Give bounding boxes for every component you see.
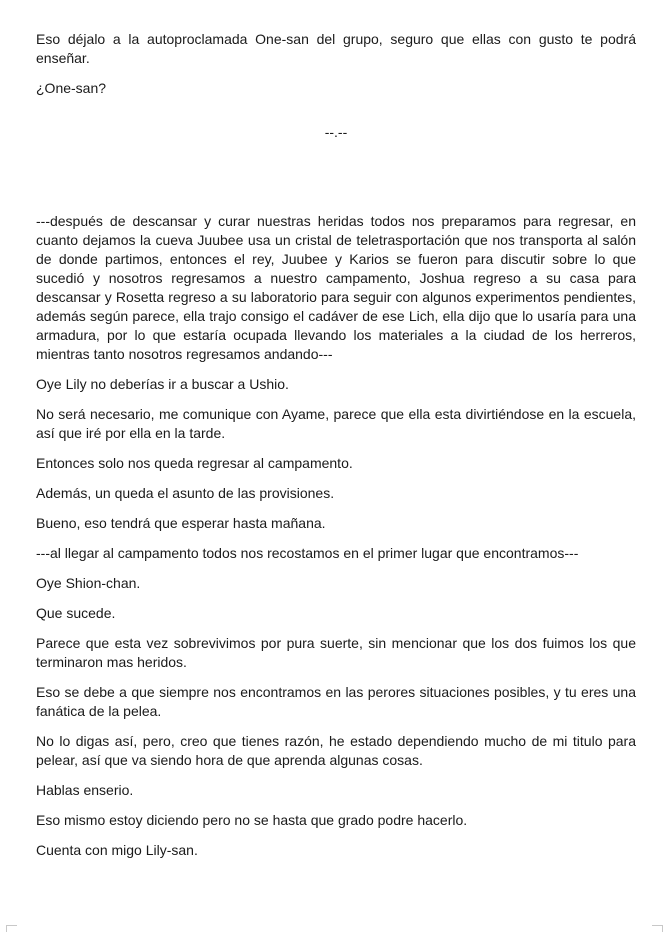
paragraph: Oye Lily no deberías ir a buscar a Ushio. xyxy=(36,376,289,392)
paragraph: Cuenta con migo Lily-san. xyxy=(36,842,198,858)
paragraph: Entonces solo nos queda regresar al campamento. xyxy=(36,455,353,471)
paragraph: ---al llegar al campamento todos nos recostamos en el primer lugar que encontramos--- xyxy=(36,545,579,561)
paragraph: Que sucede. xyxy=(36,605,116,621)
paragraph: Eso se debe a que siempre nos encontramos en las perores situaciones posibles, y tu eres una fanática de la pelea. xyxy=(36,684,636,719)
page-corner-mark-left xyxy=(6,925,17,932)
paragraph: ---después de descansar y curar nuestras heridas todos nos preparamos para regresar, en cuanto dejamos la cueva Juubee usa un cristal de teletrasportación que nos transporta al salón de donde partimos, entonces el rey, Juubee y Karios se fueron para discutir sobre lo que sucedió y nosotros regresamos a nuestro campamento, Joshua regreso a su casa para descansar y Rosetta regreso a su laboratorio para seguir con algunos experimentos pendientes, además según parece, ella trajo consigo el cadáver de ese Lich, ella dijo que lo usaría para una armadura, por lo que estaría ocupada llevando los materiales a la ciudad de los herreros, mientras tanto nosotros regresamos andando--- xyxy=(36,213,636,362)
paragraph: Eso mismo estoy diciendo pero no se hasta que grado podre hacerlo. xyxy=(36,812,468,828)
paragraph: Eso déjalo a la autoproclamada One-san del grupo, seguro que ellas con gusto te podrá enseñar. xyxy=(36,31,636,66)
section-separator: --.-- xyxy=(324,124,348,140)
paragraph: Bueno, eso tendrá que esperar hasta mañana. xyxy=(36,515,326,531)
paragraph: Hablas enserio. xyxy=(36,782,134,798)
document-page xyxy=(36,30,636,871)
paragraph: ¿One-san? xyxy=(36,80,107,96)
paragraph: Además, un queda el asunto de las provisiones. xyxy=(36,485,335,501)
paragraph: Parece que esta vez sobrevivimos por pura suerte, sin mencionar que los dos fuimos los que terminaron mas heridos. xyxy=(36,635,636,670)
paragraph: Oye Shion-chan. xyxy=(36,575,141,591)
page-corner-mark-right xyxy=(652,925,663,932)
paragraph: No lo digas así, pero, creo que tienes razón, he estado dependiendo mucho de mi titulo para pelear, así que va siendo hora de que aprenda algunas cosas. xyxy=(36,733,636,768)
section-gap xyxy=(36,142,636,212)
paragraph: No será necesario, me comunique con Ayame, parece que ella esta divirtiéndose en la escuela, así que iré por ella en la tarde. xyxy=(36,406,636,441)
